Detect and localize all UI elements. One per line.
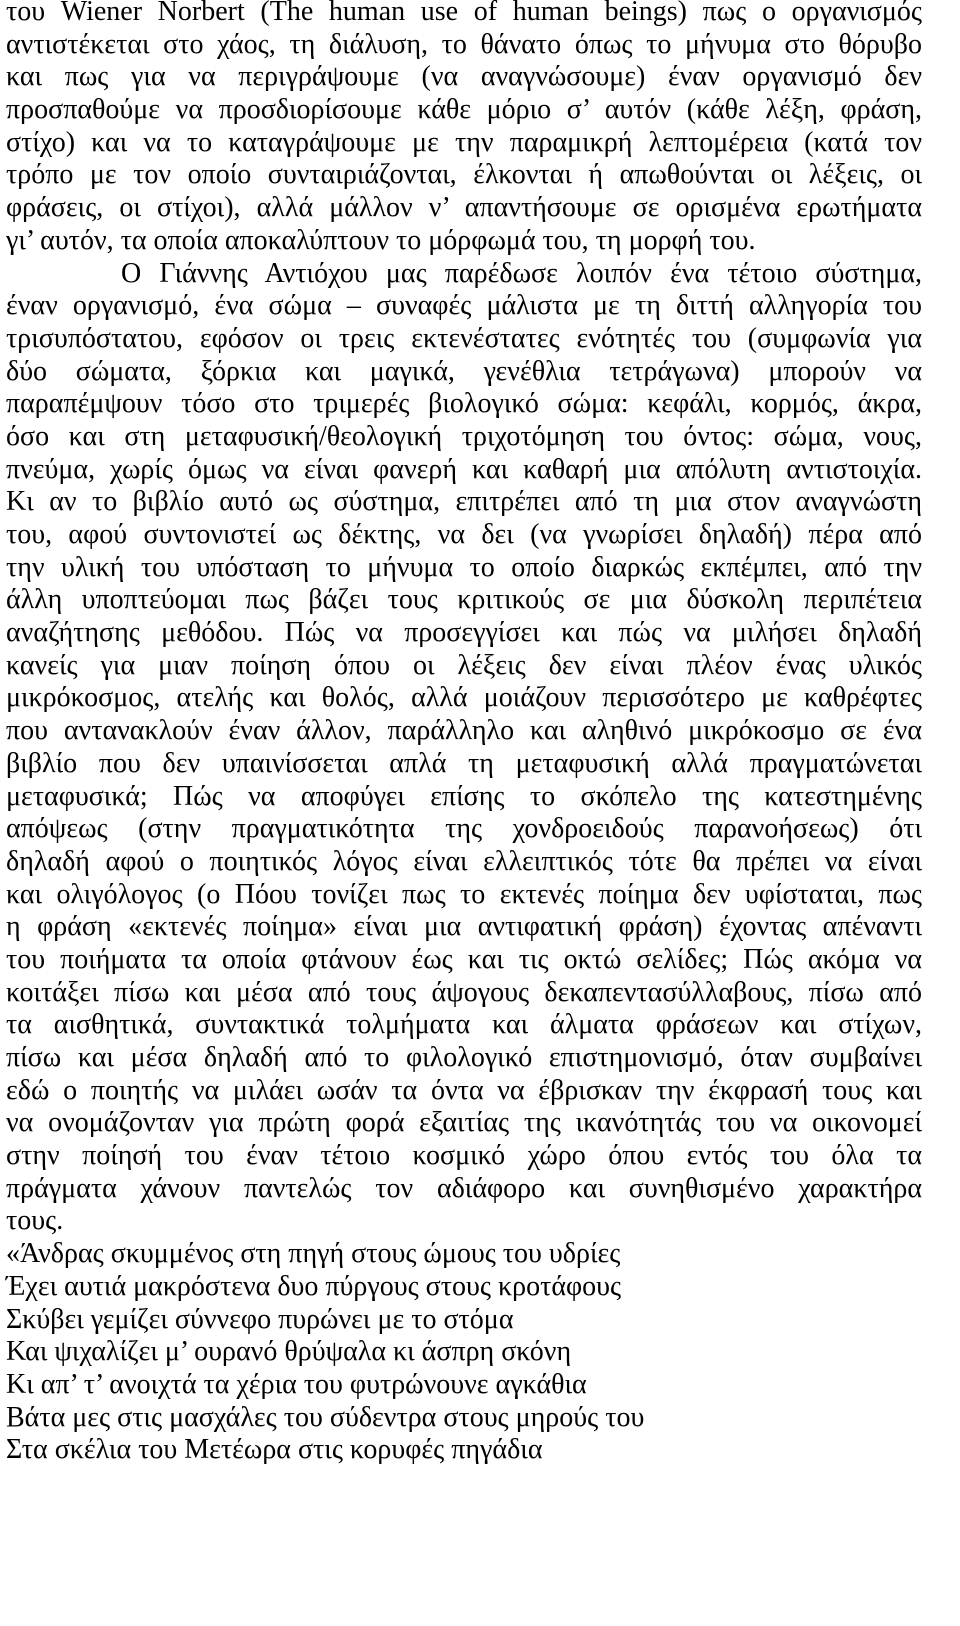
verse-line: Σκύβει γεμίζει σύννεφο πυρώνει με το στόμα [6,1303,514,1335]
text-line: η φράση «εκτενές ποίημα» είναι μια αντιφατική φράση) έχοντας απέναντι [6,911,922,943]
verse-quote [6,1238,922,1467]
document-body [6,0,922,1467]
text-line: κοιτάξει πίσω και μέσα από τους άψογους δεκαπεντασύλλαβους, πίσω από [6,976,922,1008]
text-line: στην ποίησή του έναν τέτοιο κοσμικό χώρο όπου εντός του όλα τα [6,1140,922,1172]
text-line: του Wiener Norbert (The human use of human beings) πως ο οργανισμός [6,0,922,27]
text-line: δύο σώματα, ξόρκια και μαγικά, γενέθλια τετράγωνα) μπορούν να [6,355,922,387]
text-line: δηλαδή αφού ο ποιητικός λόγος είναι ελλειπτικός τότε θα πρέπει να είναι [6,845,922,877]
verse-line: Και ψιχαλίζει μ’ ουρανό θρύψαλα κι άσπρη σκόνη [6,1336,572,1368]
text-line: μικρόκοσμος, ατελής και θολός, αλλά μοιάζουν περισσότερο με καθρέφτες [6,682,922,714]
text-line: πράγματα χάνουν παντελώς τον αδιάφορο και συνηθισμένο χαρακτήρα [6,1172,922,1204]
text-line: όσο και στη μεταφυσική/θεολογική τριχοτόμηση του όντος: σώμα, νους, [6,420,922,452]
text-line: τα αισθητικά, συντακτικά τολμήματα και άλματα φράσεων και στίχων, [6,1009,922,1041]
text-line: κανείς για μιαν ποίηση όπου οι λέξεις δεν είναι πλέον ένας υλικός [6,649,922,681]
text-line: προσπαθούμε να προσδιορίσουμε κάθε μόριο σ’ αυτόν (κάθε λέξη, φράση, [6,94,922,126]
verse-line: «Άνδρας σκυμμένος στη πηγή στους ώμους του υδρίες [6,1238,621,1270]
text-line: αναζήτησης μεθόδου. Πώς να προσεγγίσει και πώς να μιλήσει δηλαδή [6,617,922,649]
verse-line: Κι απ’ τ’ ανοιχτά τα χέρια του φυτρώνουνε αγκάθια [6,1368,587,1400]
text-line: και ολιγόλογος (ο Πόου τονίζει πως το εκτενές ποίημα δεν υφίσταται, πως [6,878,922,910]
text-line: του ποιήματα τα οποία φτάνουν έως και τις οκτώ σελίδες; Πώς ακόμα να [6,943,922,975]
text-line: εδώ ο ποιητής να μιλάει ωσάν τα όντα να έβρισκαν την έκφρασή τους και [6,1074,922,1106]
text-line: και πως για να περιγράψουμε (να αναγνώσουμε) έναν οργανισμό δεν [6,61,922,93]
text-line: άλλη υποπτεύομαι πως βάζει τους κριτικούς σε μια δύσκολη περιπέτεια [6,584,922,616]
text-line: μεταφυσικά; Πώς να αποφύγει επίσης το σκόπελο της κατεστημένης [6,780,922,812]
verse-line: Έχει αυτιά μακρόστενα δυο πύργους στους κροτάφους [6,1270,622,1302]
text-line: τους. [6,1205,64,1237]
paragraph-1 [6,0,922,258]
text-line: του, αφού συντονιστεί ως δέκτης, να δει (να γνωρίσει δηλαδή) πέρα από [6,519,922,550]
text-line: που αντανακλούν έναν άλλον, παράλληλο και αληθινό μικρόκοσμο σε ένα [6,715,922,747]
text-line: τρόπο με τον οποίο συνταιριάζονται, έλκονται ή απωθούνται οι λέξεις, οι [6,159,922,191]
text-line: έναν οργανισμό, ένα σώμα – συναφές μάλιστα με τη διττή αλληγορία του [6,290,922,322]
text-line: αντιστέκεται στο χάος, τη διάλυση, το θάνατο όπως το μήνυμα στο θόρυβο [6,28,922,60]
text-line: βιβλίο που δεν υπαινίσσεται απλά τη μεταφυσική αλλά πραγματώνεται [6,747,922,779]
text-line: τρισυπόστατου, εφόσον οι τρεις εκτενέστατες ενότητές του (συμφωνία για [6,322,922,354]
paragraph-2 [6,258,922,1239]
text-line: την υλική του υπόσταση το μήνυμα το οποίο διαρκώς εκπέμπει, από την [6,551,922,583]
text-line: φράσεις, οι στίχοι), αλλά μάλλον ν’ απαντήσουμε σε ορισμένα ερωτήματα [6,192,922,224]
text-line: παραπέμψουν τόσο στο τριμερές βιολογικό σώμα: κεφάλι, κορμός, άκρα, [6,388,922,420]
text-line: Κι αν το βιβλίο αυτό ως σύστημα, επιτρέπει από τη μια στον αναγνώστη [6,486,922,518]
text-line: Ο Γιάννης Αντιόχου μας παρέδωσε λοιπόν ένα τέτοιο σύστημα, [121,257,922,289]
text-line: να ονομάζονταν για πρώτη φορά εξαιτίας της ικανότητάς του να οικονομεί [6,1107,922,1139]
verse-line: Στα σκέλια του Μετέωρα στις κορυφές πηγάδια [6,1434,543,1466]
text-line: στίχο) και να το καταγράψουμε με την παραμικρή λεπτομέρεια (κατά τον [6,126,922,158]
verse-line: Βάτα μες στις μασχάλες του σύδεντρα στους μηρούς του [6,1401,645,1433]
text-line: γι’ αυτόν, τα οποία αποκαλύπτουν το μόρφωμά του, τη μορφή του. [6,224,756,256]
text-line: πίσω και μέσα δηλαδή από το φιλολογικό επιστημονισμό, όταν συμβαίνει [6,1042,922,1073]
text-line: απόψεως (στην πραγματικότητα της χονδροειδούς παρανοήσεως) ότι [6,813,922,845]
text-line: πνεύμα, χωρίς όμως να είναι φανερή και καθαρή μια απόλυτη αντιστοιχία. [6,453,922,485]
